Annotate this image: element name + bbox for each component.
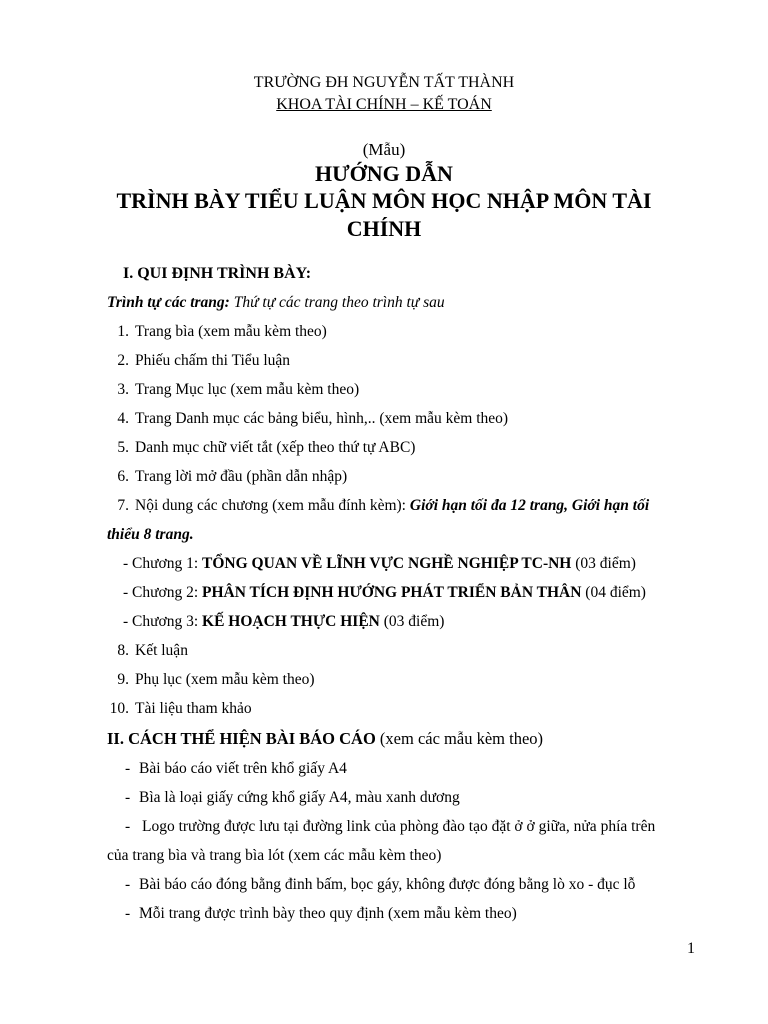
list-item-number: 10. (109, 700, 129, 717)
chapter-title: TỔNG QUAN VỀ LĨNH VỰC NGHỀ NGHIỆP TC-NH (202, 555, 572, 572)
list-item-number: 7. (117, 497, 129, 514)
page-order-line (107, 294, 445, 312)
bullet-item: - Bìa là loại giấy cứng khổ giấy A4, màu xanh dương (125, 789, 460, 806)
page-limit-note-continued: thiểu 8 trang. (107, 526, 194, 543)
bullet-text: Bài báo cáo viết trên khổ giấy A4 (139, 760, 347, 777)
university-name: TRƯỜNG ĐH NGUYỄN TẤT THÀNH (253, 74, 515, 91)
bullet-item: - Logo trường được lưu tại đường link của phòng đào tạo đặt ở ở giữa, nửa phía trên (125, 818, 656, 835)
list-item-number: 9. (117, 671, 129, 688)
bullet-item: - Mỗi trang được trình bày theo quy định (xem mẫu kèm theo) (125, 905, 517, 922)
list-item-text: Phiếu chấm thi Tiểu luận (135, 352, 290, 369)
list-item-number: 6. (117, 468, 129, 485)
bullet-text: Bài báo cáo đóng bằng đinh bấm, bọc gáy, không được đóng bằng lò xo - đục lỗ (139, 876, 636, 893)
chapter-title: KẾ HOẠCH THỰC HIỆN (202, 613, 380, 630)
list-item (107, 642, 188, 660)
chapter-prefix: - Chương 3: (123, 613, 203, 630)
list-item-text: Phụ lục (xem mẫu kèm theo) (135, 671, 315, 688)
faculty-name (0, 96, 768, 114)
list-item-text: Danh mục chữ viết tắt (xếp theo thứ tự ABC) (135, 439, 416, 456)
list-item-text: Kết luận (135, 642, 188, 659)
bullet-text: Bìa là loại giấy cứng khổ giấy A4, màu xanh dương (139, 789, 460, 806)
list-item-text: Trang lời mở đầu (phần dẫn nhập) (135, 468, 348, 485)
bullet-text: Mỗi trang được trình bày theo quy định (xem mẫu kèm theo) (139, 905, 517, 922)
title-line-2: TRÌNH BÀY TIỂU LUẬN MÔN HỌC NHẬP MÔN TÀI (116, 188, 652, 213)
chapter-score: (04 điểm) (581, 584, 646, 601)
list-item (107, 352, 290, 370)
bullet-continuation: của trang bìa và trang bìa lót (xem các mẫu kèm theo) (107, 847, 442, 864)
chapter-score: (03 điểm) (571, 555, 636, 572)
list-item (107, 671, 315, 689)
chapter-prefix: - Chương 1: (123, 555, 203, 572)
chapter-prefix: - Chương 2: (123, 584, 203, 601)
list-item (107, 410, 508, 428)
chapter-score: (03 điểm) (379, 613, 445, 630)
chapter-item (123, 584, 646, 602)
page-order-label: Trình tự các trang: (107, 294, 230, 311)
section-2-note: (xem các mẫu kèm theo) (375, 729, 544, 748)
list-item-number: 3. (117, 381, 129, 398)
list-item-text: Trang Danh mục các bảng biểu, hình,.. (xem mẫu kèm theo) (135, 410, 509, 427)
list-item-number: 2. (117, 352, 129, 369)
chapter-title: PHÂN TÍCH ĐỊNH HƯỚNG PHÁT TRIỂN BẢN THÂN (202, 584, 582, 601)
section-2-heading (107, 729, 543, 749)
sample-label: (Mẫu) (362, 140, 406, 159)
chapter-item (123, 613, 444, 631)
list-item-number: 4. (117, 410, 129, 427)
page-number: 1 (687, 940, 695, 957)
list-item-number: 5. (117, 439, 129, 456)
list-item-text: Nội dung các chương (xem mẫu đính kèm): (135, 497, 410, 514)
chapter-item (123, 555, 636, 573)
list-item (107, 468, 347, 486)
title-line-3: CHÍNH (346, 216, 422, 241)
page-limit-note: Giới hạn tối đa 12 trang, Giới hạn tối (409, 497, 650, 514)
list-item (107, 439, 415, 457)
bullet-item: - Bài báo cáo đóng bằng đinh bấm, bọc gáy, không được đóng bằng lò xo - đục lỗ (125, 876, 636, 893)
section-2-title: II. CÁCH THỂ HIỆN BÀI BÁO CÁO (107, 729, 376, 748)
list-item-number: 1. (117, 323, 129, 340)
title-line-1: HƯỚNG DẪN (315, 161, 453, 186)
list-item (107, 323, 327, 341)
list-item-text: Tài liệu tham khảo (135, 700, 252, 717)
page-order-text: Thứ tự các trang theo trình tự sau (229, 294, 445, 311)
bullet-item: - Bài báo cáo viết trên khổ giấy A4 (125, 760, 347, 777)
list-item-text: Trang Mục lục (xem mẫu kèm theo) (135, 381, 360, 398)
list-item (100, 700, 252, 718)
list-item-text: Trang bìa (xem mẫu kèm theo) (135, 323, 327, 340)
list-item-number: 8. (117, 642, 129, 659)
list-item (107, 381, 359, 399)
section-1-heading: I. QUI ĐỊNH TRÌNH BÀY: (123, 265, 312, 282)
bullet-text: Logo trường được lưu tại đường link của phòng đào tạo đặt ở ở giữa, nửa phía trên (142, 818, 656, 835)
list-item-7 (107, 497, 649, 515)
faculty-name-text: KHOA TÀI CHÍNH – KẾ TOÁN (276, 96, 492, 113)
